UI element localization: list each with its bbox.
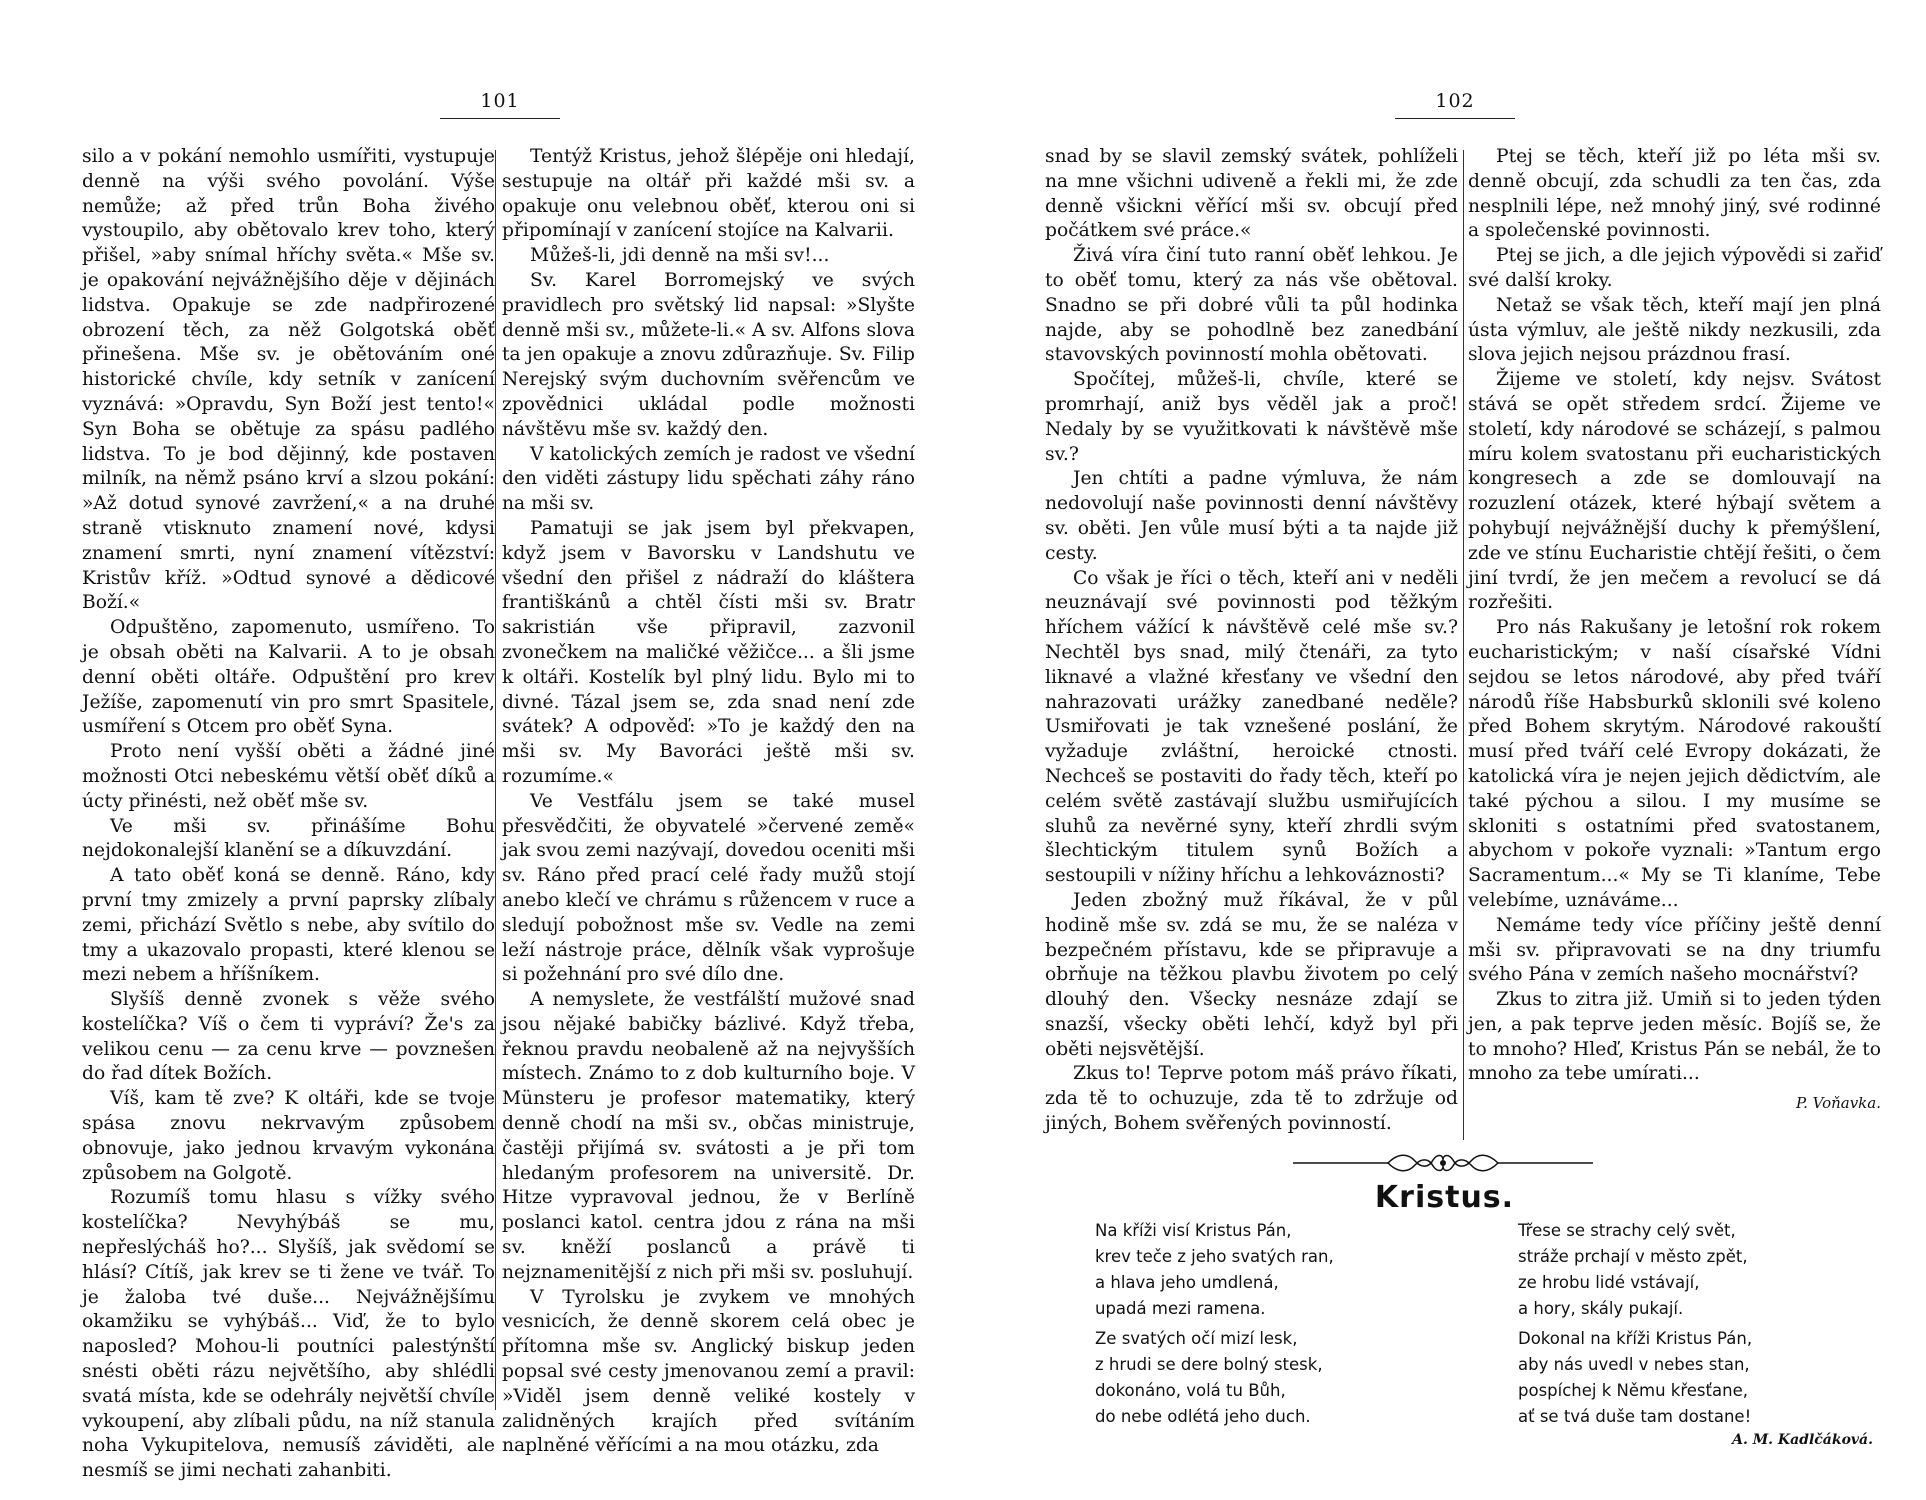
paragraph: Zkus to! Teprve potom máš právo říkati, zda tě to ochuzuje, zda tě to zdržuje od jiných, Bohem svěřených povinností. [1045, 1063, 1458, 1135]
paragraph: Ve Vestfálu jsem se také musel přesvědčiti, že obyvatelé »červené země« jak svou zemi nazývají, dovedou oceniti mši sv. Ráno před prací celé řady mužů stojí anebo klečí ve chrámu s růžencem v ruce a sledují pobožnost mše sv. Vedle na zemi leží nástroje práce, dělník však vyprošuje si požehnání pro své dílo dne. [502, 790, 915, 986]
poem-line: ať se tvá duše tam dostane! [1518, 1407, 1752, 1426]
paragraph: Tentýž Kristus, jehož šlépěje oni hledají, sestupuje na oltář při každé mši sv. a opakuje onu velebnou oběť, kterou oni si připomínají v zanícení stojíce na Kalvarii. [502, 146, 915, 242]
column-left-b [502, 145, 915, 1457]
poem-line: a hlava jeho umdlená, [1095, 1273, 1279, 1292]
paragraph: V katolických zemích je radost ve všední den viděti zástupy lidu spěchati záhy ráno na mši sv. [502, 443, 915, 515]
page-number-rule [440, 118, 560, 119]
paragraph: Sv. Karel Borromejský ve svých pravidlech pro světský lid napsal: »Slyšte denně mši sv., můžete-li.« A sv. Alfons slova ta jen opakuje a znovu zdůrazňuje. Sv. Filip Nerejský svým duchovním svěřencům ve zpovědnici ukládal podle možnosti návštěvu mše sv. každý den. [502, 269, 915, 440]
poem-line: krev teče z jeho svatých ran, [1095, 1247, 1334, 1266]
poem-line: stráže prchají v město zpět, [1518, 1247, 1748, 1266]
paragraph: Pamatuji se jak jsem byl překvapen, když jsem v Bavorsku v Landshutu ve všední den přišel z nádraží do kláštera františkánů a chtěl čísti mši sv. Bratr sakristián vše připravil, zazvonil zvonečkem na maličké věžičce... a šli jsme k oltáři. Kostelík byl plný lidu. Bylo mi to divné. Tázal jsem se, zda snad není zde svátek? A odpověď: »To je každý den na mši sv. My Bavoráci ještě mši sv. rozumíme.« [502, 517, 915, 787]
poem-stanza [1095, 1218, 1334, 1322]
paragraph: Živá víra činí tuto ranní oběť lehkou. Je to oběť tomu, který za nás vše obětoval. Snadno se při dobré vůli ta půl hodinka najde, aby se pohodlně bez zanedbání stavovských povinností mohla obětovati. [1045, 245, 1458, 366]
poem-line: Na kříži visí Kristus Pán, [1095, 1221, 1292, 1240]
ornament-divider-icon [1293, 1148, 1593, 1178]
poem-line: upadá mezi ramena. [1095, 1299, 1266, 1318]
poem-stanza [1518, 1326, 1752, 1430]
paragraph: Proto není vyšší oběti a žádné jiné možnosti Otci nebeskému větší oběť díků a úcty přinésti, než oběť mše sv. [82, 741, 495, 812]
poem-line: ze hrobu lidé vstávají, [1518, 1273, 1700, 1292]
page-number: 102 [1435, 90, 1475, 112]
paragraph: Rozumíš tomu hlasu s vížky svého kostelíčka? Nevyhýbáš se mu, nepřeslýcháš ho?... Slyšíš, jak svědomí se hlásí? Cítíš, jak krev se ti žene ve tvář. To je žaloba tvé duše... Nejvážnějšímu okamžiku se vyhýbáš... Viď, že to bylo naposled? Mohou-li poutníci palestýnští snésti oběti rázu největšího, aby shlédli svatá místa, kde se odehrály největší chvíle vykoupení, aby zlíbali půdu, na níž stanula noha Vykupitelova, nemusíš záviděti, ale nesmíš se jimi nechati zahanbiti. [82, 1187, 495, 1482]
poem-line: Dokonal na kříži Kristus Pán, [1518, 1329, 1753, 1348]
column-right-a [1045, 145, 1458, 1145]
column-divider [495, 150, 496, 1410]
poem-line: pospíchej k Němu křesťane, [1518, 1381, 1748, 1400]
paragraph: snad by se slavil zemský svátek, pohlíželi na mne všichni udiveně a řekli mi, že zde denně všickni věřící mši sv. obcují před počátkem své práce.« [1045, 146, 1458, 242]
paragraph: A nemyslete, že vestfálští mužové snad jsou nějaké babičky bázlivé. Když třeba, řeknou pravdu neobaleně až na nejvyšších místech. Známo to z dob kulturního boje. V Münsteru je profesor matematiky, který denně chodí na mši sv., občas ministruje, častěji přijímá sv. svátosti a je při tom hledaným profesorem na universitě. Dr. Hitze vypravoval jednou, že v Berlíně poslanci katol. centra jdou z rána na mši sv. kněží poslanců a právě ti nejznamenitější z nich při mši sv. posluhují. [502, 989, 915, 1283]
page-102 [963, 0, 1926, 1500]
article-signature: P. Voňavka. [1796, 1094, 1881, 1113]
paragraph: Ptej se jich, a dle jejich výpovědi si zařiď své další kroky. [1468, 245, 1881, 291]
paragraph: Víš, kam tě zve? K oltáři, kde se tvoje spása znovu nekrvavým způsobem obnovuje, jako jednou krvavým vykonána způsobem na Golgotě. [82, 1088, 495, 1184]
poem-stanza [1518, 1218, 1748, 1322]
poem-line: z hrudi se dere bolný stesk, [1095, 1355, 1323, 1374]
page-number: 101 [480, 90, 520, 112]
paragraph: Ve mši sv. přinášíme Bohu nejdokonalejší klanění se a díkuvzdání. [82, 815, 495, 862]
paragraph: Pro nás Rakušany je letošní rok rokem eucharistickým; v naší císařské Vídni sejdou se letos národové, aby před tváří národů říše Habsburků sklonili své koleno před Bohem skrytým. Národové rakouští musí před tváří celé Evropy dokázati, že katolická víra je nejen jejich dědictvím, ale také pýchou a silou. I my musíme se skloniti s ostatními před svatostanem, abychom v pokoře vyznali: »Tantum ergo Sacramentum...« My se Ti klaníme, Tebe velebíme, uznáváme... [1468, 617, 1881, 911]
poem-line: dokonáno, volá tu Bůh, [1095, 1381, 1286, 1400]
paragraph: Nemáme tedy více příčiny ještě denní mši sv. připravovati se na dny triumfu svého Pána v zemích našeho mocnářství? [1468, 914, 1881, 986]
paragraph: Slyšíš denně zvonek s věže svého kostelíčka? Víš o čem ti vypráví? Že's za velikou cenu — za cenu krve — povznešen do řad dítek Božích. [82, 989, 495, 1085]
paragraph: A tato oběť koná se denně. Ráno, kdy první tmy zmizely a první paprsky zlíbaly zemi, přichází Světlo s nebe, aby svítilo do tmy a ukazovalo propasti, které klenou se mezi nebem a hříšníkem. [82, 865, 495, 986]
poem-line: Třese se strachy celý svět, [1518, 1221, 1736, 1240]
column-left-a [82, 145, 495, 1482]
paragraph: V Tyrolsku je zvykem ve mnohých vesnicích, že denně skorem celá obec je přítomna mše sv. Anglický biskup jeden popsal své cesty jmenovanou zemí a pravil: »Viděl jsem denně veliké kostely v zalidněných krajích před svítáním naplněné věřícími a na mou otázku, zda [502, 1286, 915, 1457]
poem-line: a hory, skály pukají. [1518, 1299, 1684, 1318]
column-divider [1463, 150, 1464, 1140]
paragraph: Žijeme ve století, kdy nejsv. Svátost stává se opět středem srdcí. Žijeme ve století, kdy národové se scházejí, s palmou míru kolem svatostanu při eucharistických kongresech a zde se domlouvají na rozuzlení otázek, které hýbají světem a pohybují nejvážnější duchy k přemýšlení, zde ve stínu Eucharistie chtějí řešiti, o čem jiní tvrdí, že jen mečem a revolucí se dá rozřešiti. [1468, 369, 1881, 614]
paragraph: Spočítej, můžeš-li, chvíle, které se promrhají, aniž bys věděl jak a proč! Nedaly by se využitkovati k návštěvě mše sv.? [1045, 369, 1458, 465]
paragraph: Můžeš-li, jdi denně na mši sv!... [530, 245, 830, 267]
paragraph: Netaž se však těch, kteří mají jen plná ústa výmluv, ale ještě nikdy nezkusili, zda slova jejich nejsou prázdnou frasí. [1468, 294, 1881, 366]
paragraph: Co však je říci o těch, kteří ani v neděli neuznávají své povinnosti pod těžkým hříchem vážící k návštěvě celé mše sv.? Nechtěl bys snad, milý čtenáři, za tyto liknavé a vlažné křesťany ve všední den nahrazovati urážky zanedbané neděle? Usmiřovati je tak vznešené poslání, že vyžaduje zvláštní, heroické ctnosti. Nechceš se postaviti do řady těch, kteří po celém světě zastávají službu usmiřujících sluhů za nevěrné syny, kteří zhrdli svým šlechtickým titulem synů Božích a sestoupili v nížiny hříchu a lehkováznosti? [1045, 567, 1458, 887]
poem-line: aby nás uvedl v nebes stan, [1518, 1355, 1750, 1374]
paragraph: Jeden zbožný muž říkával, že v půl hodině mše sv. zdá se mu, že se naléza v bezpečném přístavu, kde se připravuje a obrňuje na těžkou plavbu životem po celý dlouhý den. Všecky nesnáze zdají se snazší, všecky oběti lehčí, když byl při oběti nejsvětější. [1045, 889, 1458, 1060]
column-right-b [1468, 145, 1881, 1145]
paragraph: silo a v pokání nemohlo usmířiti, vystupuje denně na výši svého povolání. Výše nemůže; až před trůn Boha živého vystoupilo, aby obětovalo krev toho, který přišel, »aby snímal hříchy světa.« Mše sv. je opakování nejvážnějšího děje v dějinách lidstva. Opakuje se zde nadpřirozené obrození těch, za něž Golgotská oběť přinešena. Mše sv. je obětováním oné historické chvíle, kdy setník v zanícení vyznává: »Opravdu, Syn Boží jest tento!« Syn Boha se obětuje za spásu padlého lidstva. To je bod dějinný, kde postaven milník, na němž psáno krví a slzou pokání: »Až dotud synové zavržení,« a na druhé straně vtisknuto znamení nové, kdysi znamení smrti, nyní znamení vítězství: Kristův kříž. »Odtud synové a dědicové Boží.« [82, 146, 495, 614]
poem-title: Kristus. [1374, 1180, 1515, 1215]
paragraph: Zkus to zitra již. Umiň si to jeden týden jen, a pak teprve jeden měsíc. Bojíš se, že to mnoho? Hleď, Kristus Pán se nebál, že to mnoho za tebe umírati... [1468, 989, 1881, 1085]
poem-author: A. M. Kadlčáková. [1732, 1432, 1873, 1448]
poem-line: do nebe odlétá jeho duch. [1095, 1407, 1311, 1426]
paragraph: Jen chtíti a padne výmluva, že nám nedovolují naše povinnosti denní návštěvy sv. oběti. Jen vůle musí býti a ta najde již cesty. [1045, 468, 1458, 564]
poem-line: Ze svatých očí mizí lesk, [1095, 1329, 1298, 1348]
paragraph: Odpuštěno, zapomenuto, usmířeno. To je obsah oběti na Kalvarii. A to je obsah denní oběti oltáře. Odpuštění pro krev Ježíše, zapomenutí vin pro smrt Spasitele, usmíření s Otcem pro oběť Syna. [82, 617, 495, 738]
paragraph: Ptej se těch, kteří již po léta mši sv. denně obcují, zda schudli za ten čas, zda nesplnili lépe, než mnohý jiný, své rodinné a společenské povinnosti. [1468, 146, 1881, 242]
page-number-rule [1395, 118, 1515, 119]
poem-stanza [1095, 1326, 1323, 1430]
